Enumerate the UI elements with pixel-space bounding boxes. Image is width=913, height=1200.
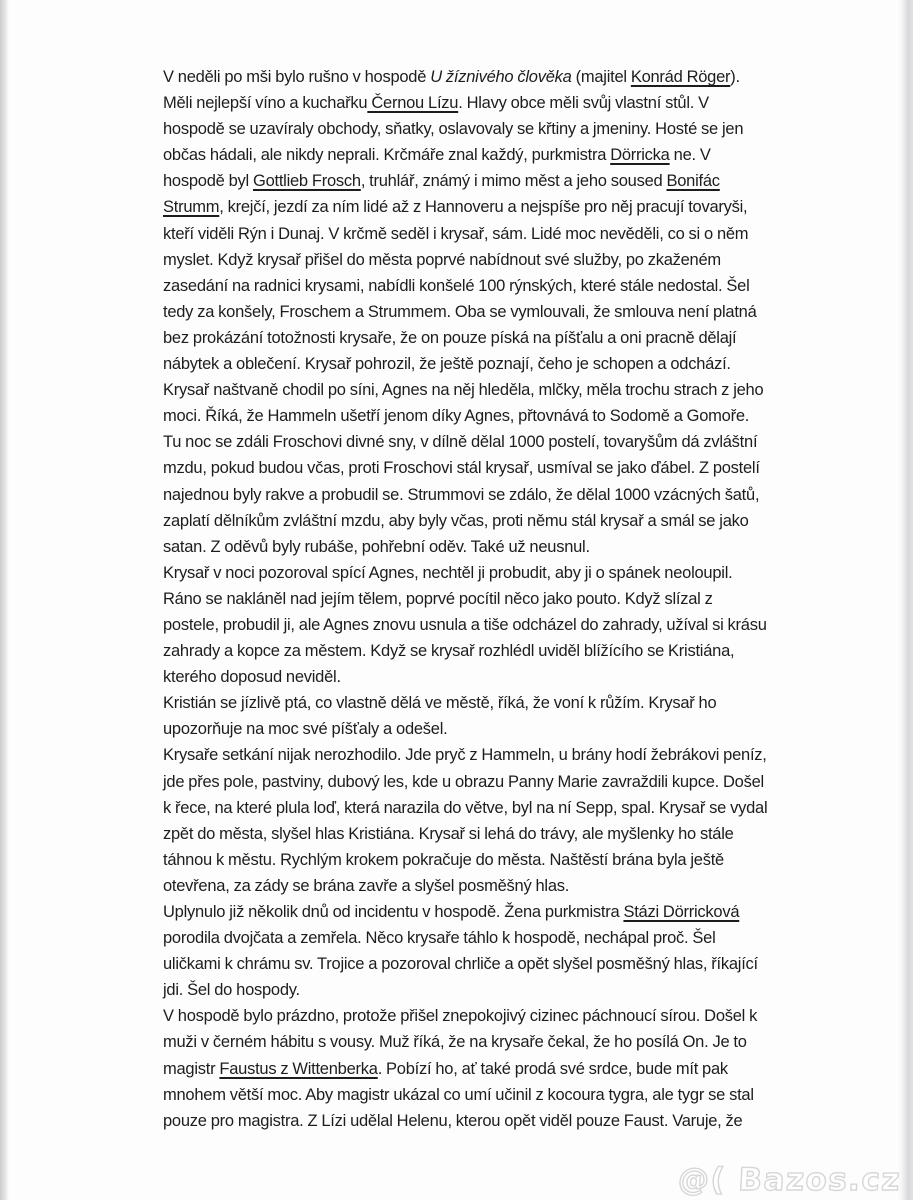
text-segment: zpět do města, slyšel hlas Kristiána. Krysař si lehá do trávy, ale myšlenky ho stále xyxy=(163,824,734,843)
text-segment: zasedání na radnici krysami, nabídli konšelé 100 rýnských, které stále nedostal. Šel xyxy=(163,276,750,295)
text-line xyxy=(163,482,811,508)
text-line xyxy=(163,116,811,142)
text-segment: tedy za konšely, Froschem a Strummem. Oba se vymlouvali, že smlouva není platná xyxy=(163,302,757,321)
text-segment: , krejčí, jezdí za ním lidé až z Hannoveru a nejspíše pro něj pracují tovaryši, xyxy=(219,198,748,217)
document-text xyxy=(163,64,811,1134)
text-line xyxy=(163,221,811,247)
text-line xyxy=(163,273,811,299)
page-edge-right xyxy=(898,0,913,1200)
text-line xyxy=(163,951,811,977)
text-segment: kteří viděli Rýn i Dunaj. V krčmě seděl i krysař, sám. Lidé moc nevěděli, co si o něm xyxy=(163,224,749,243)
text-segment: kterého doposud neviděl. xyxy=(163,668,341,687)
text-line xyxy=(163,899,811,925)
text-segment: V neděli po mši bylo rušno v hospodě xyxy=(163,68,431,86)
text-segment: , truhlář, známý i mimo měst a jeho soused xyxy=(360,172,667,191)
text-line xyxy=(163,612,811,638)
text-line xyxy=(163,873,811,899)
text-line xyxy=(163,821,811,847)
text-segment: muži v černém hábitu s vousy. Muž říká, že na krysaře čekal, že ho posílá On. Je to xyxy=(163,1033,747,1052)
text-segment: Tu noc se zdáli Froschovi divné sny, v dílně dělal 1000 postelí, tovaryšům dá zvláštní xyxy=(163,433,758,452)
text-segment: táhnou k městu. Rychlým krokem pokračuje do města. Naštěstí brána byla ještě xyxy=(163,850,724,869)
text-line xyxy=(163,769,811,795)
text-segment: jdi. Šel do hospody. xyxy=(163,981,300,1000)
text-line xyxy=(163,742,811,768)
italic-title: U žíznivého člověka xyxy=(430,68,572,86)
text-segment: občas hádali, ale nikdy neprali. Krčmáře znal každý, purkmistra xyxy=(163,146,611,165)
text-segment: Kristián se jízlivě ptá, co vlastně dělá ve městě, říká, že voní k růžím. Krysař ho xyxy=(163,694,717,713)
text-line xyxy=(163,1108,811,1134)
text-segment: ne. V xyxy=(669,146,711,165)
text-segment: jde přes pole, pastviny, dubový les, kde u obrazu Panny Marie zavraždili kupce. Došel xyxy=(163,772,764,791)
underlined-name: Bonifác xyxy=(666,172,720,191)
text-line xyxy=(163,534,811,560)
text-line xyxy=(163,664,811,690)
text-line xyxy=(163,638,811,664)
text-segment: mzdu, pokud budou včas, proti Froschovi stál krysař, usmíval se jako ďábel. Z postelí xyxy=(163,459,760,478)
text-segment: nábytek a oblečení. Krysař pohrozil, že ještě poznají, čeho je schopen a odchází. xyxy=(163,355,731,374)
text-segment: porodila dvojčata a zemřela. Něco krysaře táhlo k hospodě, nechápal proč. Šel xyxy=(163,929,716,948)
text-segment: hospodě se uzavíraly obchody, sňatky, oslavovaly se křtiny a jmeniny. Hosté se jen xyxy=(163,120,744,139)
text-segment: mnohem větší moc. Aby magistr ukázal co umí učinil z kocoura tygra, ale tygr se stal xyxy=(163,1085,754,1104)
text-line xyxy=(163,64,811,90)
text-line xyxy=(163,1056,811,1082)
text-line xyxy=(163,377,811,403)
text-segment: myslet. Když krysař přišel do města poprvé nabídnout své služby, po zkaženém xyxy=(163,250,721,269)
text-segment: otevřena, za zády se brána zavře a slyšel posměšný hlas. xyxy=(163,876,570,895)
text-line xyxy=(163,299,811,325)
text-segment: upozorňuje na moc své píšťaly a odešel. xyxy=(163,720,448,739)
text-segment: Krysaře setkání nijak nerozhodilo. Jde pryč z Hammeln, u brány hodí žebrákovi peníz, xyxy=(163,746,767,765)
text-segment: Měli nejlepší víno a kuchařku xyxy=(163,94,368,113)
text-line xyxy=(163,142,811,168)
underlined-name: Stázi Dörricková xyxy=(623,903,740,921)
bazos-watermark: @( Bazos.cz xyxy=(677,1162,902,1198)
text-line xyxy=(163,247,811,273)
text-segment: Krysař v noci pozoroval spící Agnes, nechtěl ji probudit, aby ji o spánek neoloupil. xyxy=(163,563,733,582)
underlined-name: Dörricka xyxy=(610,146,670,165)
text-line xyxy=(163,795,811,821)
text-segment: postele, probudil ji, ale Agnes znovu usnula a tiše odcházel do zahrady, užíval si krásu xyxy=(163,615,767,634)
text-line xyxy=(163,1082,811,1108)
page-edge-left xyxy=(0,0,9,1200)
text-segment: Krysař naštvaně chodil po síni, Agnes na něj hleděla, mlčky, měla trochu strach z jeho xyxy=(163,381,764,400)
text-line xyxy=(163,586,811,612)
text-segment: najednou byly rakve a probudil se. Strummovi se zdálo, že dělal 1000 vzácných šatů, xyxy=(163,485,760,504)
text-segment: V hospodě bylo prázdno, protože přišel znepokojivý cizinec páchnoucí sírou. Došel k xyxy=(163,1007,758,1026)
text-segment: pouze pro magistra. Z Lízi udělal Helenu, kterou opět viděl pouze Faust. Varuje, že xyxy=(163,1111,743,1130)
text-line xyxy=(163,168,811,194)
text-segment: (majitel xyxy=(571,68,631,86)
text-segment: magistr xyxy=(163,1059,220,1078)
text-segment: hospodě byl xyxy=(163,172,253,191)
text-line xyxy=(163,977,811,1003)
text-segment: uličkami k chrámu sv. Trojice a pozoroval chrliče a opět slyšel posměšný hlas, říkající xyxy=(163,955,758,974)
text-line xyxy=(163,90,811,116)
text-line xyxy=(163,508,811,534)
text-line xyxy=(163,716,811,742)
text-segment: bez prokázání totožnosti krysaře, že on pouze píská na píšťalu a oni pracně dělají xyxy=(163,328,737,347)
text-line xyxy=(163,325,811,351)
text-segment: k řece, na které plula loď, která narazila do větve, byl na ní Sepp, spal. Krysař se vydal xyxy=(163,798,768,817)
text-line xyxy=(163,560,811,586)
text-segment: . Pobízí ho, ať také prodá své srdce, bude mít pak xyxy=(377,1059,728,1078)
text-line xyxy=(163,690,811,716)
text-line xyxy=(163,194,811,220)
text-segment: Ráno se nakláněl nad jejím tělem, poprvé pocítil něco jako pouto. Když slízal z xyxy=(163,589,713,608)
underlined-name: Černou Lízu xyxy=(367,94,459,113)
text-line xyxy=(163,1029,811,1055)
text-line xyxy=(163,455,811,481)
text-segment: zahrady a kopce za městem. Když se krysař rozhlédl uviděl blížícího se Kristiána, xyxy=(163,642,735,661)
text-segment: . Hlavy obce měli svůj vlastní stůl. V xyxy=(458,94,709,113)
text-line xyxy=(163,429,811,455)
text-line xyxy=(163,403,811,429)
text-line xyxy=(163,351,811,377)
text-line xyxy=(163,1003,811,1029)
text-segment: Uplynulo již několik dnů od incidentu v hospodě. Žena purkmistra xyxy=(163,903,624,921)
text-line xyxy=(163,847,811,873)
text-segment: ). xyxy=(730,68,740,86)
text-segment: moci. Říká, že Hammeln ušetří jenom díky Agnes, přtovnává to Sodomě a Gomoře. xyxy=(163,407,750,426)
text-segment: satan. Z oděvů byly rubáše, pohřební oděv. Také už neusnul. xyxy=(163,537,590,556)
underlined-name: Gottlieb Frosch xyxy=(252,172,361,191)
underlined-name: Strumm xyxy=(163,198,220,217)
text-segment: zaplatí dělníkům zvláštní mzdu, aby byly včas, proti němu stál krysař a smál se jako xyxy=(163,511,749,530)
underlined-name: Konrád Röger xyxy=(630,68,731,86)
text-line xyxy=(163,925,811,951)
underlined-name: Faustus z Wittenberka xyxy=(219,1059,378,1078)
